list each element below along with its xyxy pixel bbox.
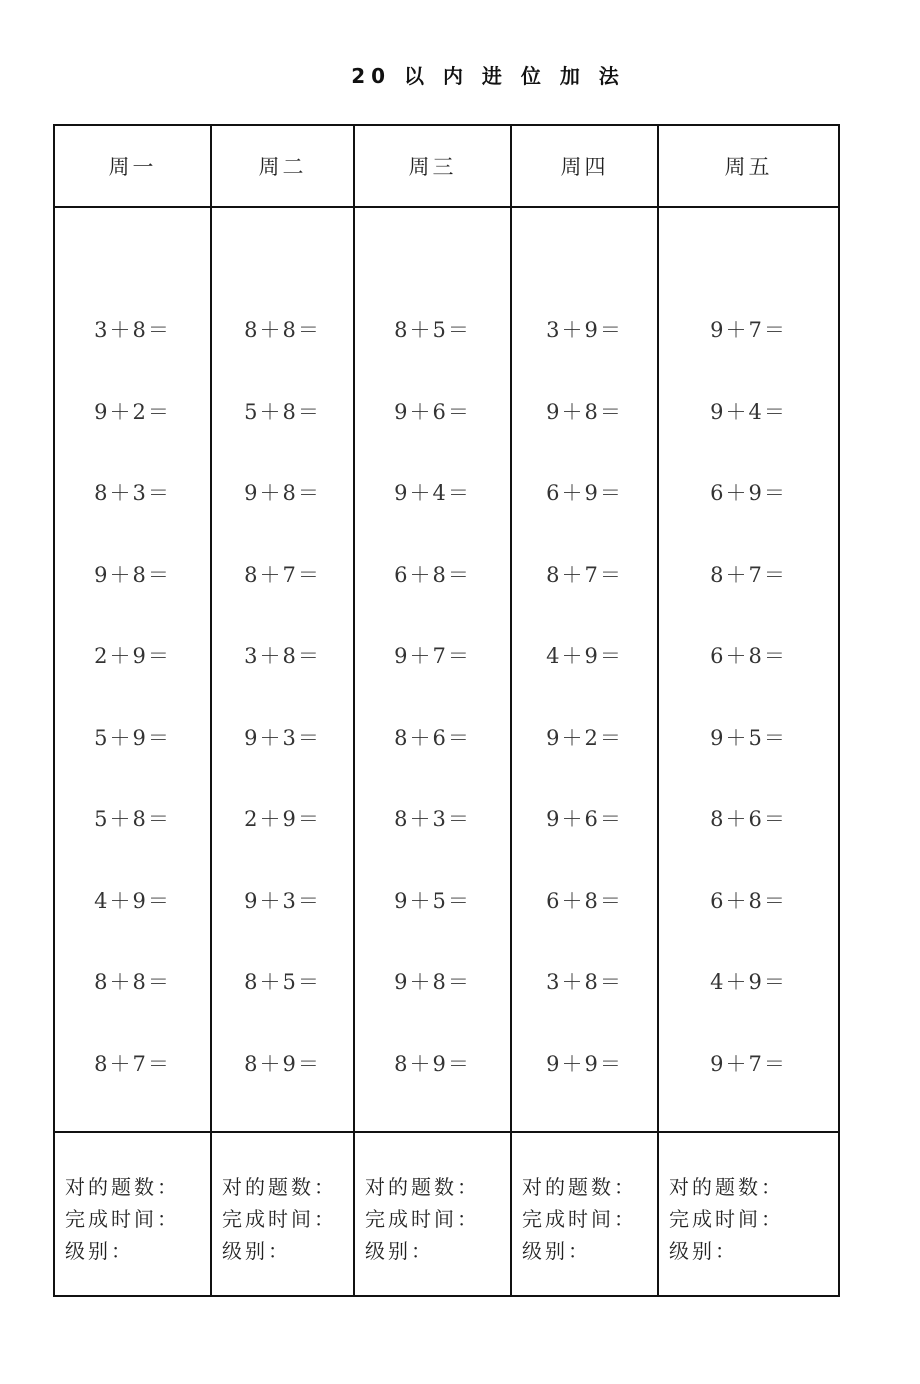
problem-item: 8＋6＝ [394,725,471,750]
problem-item: 8＋5＝ [394,318,471,342]
problem-column-friday [658,207,839,1132]
problem-item: 8＋5＝ [244,970,321,994]
problem-item: 3＋8＝ [244,644,321,668]
problem-item: 5＋8＝ [94,807,171,831]
problem-item: 6＋8＝ [710,888,787,913]
page-title: 20 以 内 进 位 加 法 [351,64,625,88]
problem-item: 9＋4＝ [710,399,787,424]
footer-cell-tuesday [211,1132,354,1296]
problem-item: 9＋3＝ [244,888,321,913]
footer-cell-thursday [511,1132,658,1296]
problem-item: 3＋9＝ [546,318,623,342]
problem-item: 3＋8＝ [94,318,171,342]
day-header-wednesday: 周三 [354,125,511,207]
problem-item: 6＋8＝ [710,644,787,668]
problem-item: 9＋7＝ [710,1051,787,1076]
problem-item: 9＋6＝ [394,399,471,424]
day-header-row [54,125,839,207]
problem-item: 3＋8＝ [546,970,623,994]
problem-item: 5＋8＝ [244,399,321,424]
problem-item: 6＋8＝ [546,888,623,913]
problem-list [512,208,657,1129]
problem-item: 9＋5＝ [710,725,787,750]
problem-column-wednesday [354,207,511,1132]
problem-item: 8＋7＝ [710,562,787,587]
problem-item: 9＋5＝ [394,888,471,913]
day-header-tuesday: 周二 [211,125,354,207]
level-label: 级别： [365,1239,434,1263]
problem-item: 6＋9＝ [710,481,787,505]
score-block [355,1133,510,1267]
completion-time-label: 完成时间： [669,1207,784,1231]
footer-cell-monday [54,1132,211,1296]
problem-item: 5＋9＝ [94,725,171,750]
problem-item: 6＋8＝ [394,562,471,587]
day-header-monday: 周一 [54,125,211,207]
score-block [212,1133,353,1267]
level-label: 级别： [65,1239,134,1263]
footer-cell-friday [658,1132,839,1296]
score-block [512,1133,657,1267]
problem-row [54,207,839,1132]
problem-item: 9＋6＝ [546,807,623,831]
problem-list [659,208,838,1129]
completion-time-label: 完成时间： [522,1207,637,1231]
footer-cell-wednesday [354,1132,511,1296]
correct-count-label: 对的题数： [669,1175,784,1199]
problem-item: 8＋3＝ [394,807,471,831]
score-block [659,1133,838,1267]
problem-item: 9＋8＝ [546,399,623,424]
problem-item: 2＋9＝ [94,644,171,668]
day-header-friday: 周五 [658,125,839,207]
problem-item: 8＋9＝ [244,1051,321,1076]
correct-count-label: 对的题数： [65,1175,180,1199]
problem-item: 9＋8＝ [244,481,321,505]
problem-item: 8＋7＝ [546,562,623,587]
problem-item: 9＋7＝ [394,644,471,668]
problem-item: 9＋2＝ [94,399,171,424]
level-label: 级别： [669,1239,738,1263]
completion-time-label: 完成时间： [222,1207,337,1231]
score-block [55,1133,210,1267]
problem-item: 6＋9＝ [546,481,623,505]
worksheet-table [53,124,840,1297]
level-label: 级别： [522,1239,591,1263]
problem-list [355,208,510,1129]
problem-item: 4＋9＝ [546,644,623,668]
problem-item: 4＋9＝ [710,970,787,994]
completion-time-label: 完成时间： [65,1207,180,1231]
problem-item: 9＋3＝ [244,725,321,750]
correct-count-label: 对的题数： [522,1175,637,1199]
problem-item: 8＋7＝ [244,562,321,587]
problem-item: 4＋9＝ [94,888,171,913]
problem-item: 9＋8＝ [394,970,471,994]
problem-item: 2＋9＝ [244,807,321,831]
problem-item: 9＋4＝ [394,481,471,505]
day-header-thursday: 周四 [511,125,658,207]
problem-item: 9＋2＝ [546,725,623,750]
correct-count-label: 对的题数： [222,1175,337,1199]
problem-item: 8＋8＝ [94,970,171,994]
problem-item: 8＋9＝ [394,1051,471,1076]
problem-column-monday [54,207,211,1132]
problem-item: 8＋7＝ [94,1051,171,1076]
problem-item: 8＋6＝ [710,807,787,831]
problem-item: 8＋8＝ [244,318,321,342]
level-label: 级别： [222,1239,291,1263]
problem-list [212,208,353,1129]
footer-row [54,1132,839,1296]
problem-list [55,208,210,1129]
problem-column-tuesday [211,207,354,1132]
completion-time-label: 完成时间： [365,1207,480,1231]
problem-item: 9＋7＝ [710,318,787,342]
problem-column-thursday [511,207,658,1132]
problem-item: 9＋8＝ [94,562,171,587]
problem-item: 8＋3＝ [94,481,171,505]
problem-item: 9＋9＝ [546,1051,623,1076]
correct-count-label: 对的题数： [365,1175,480,1199]
